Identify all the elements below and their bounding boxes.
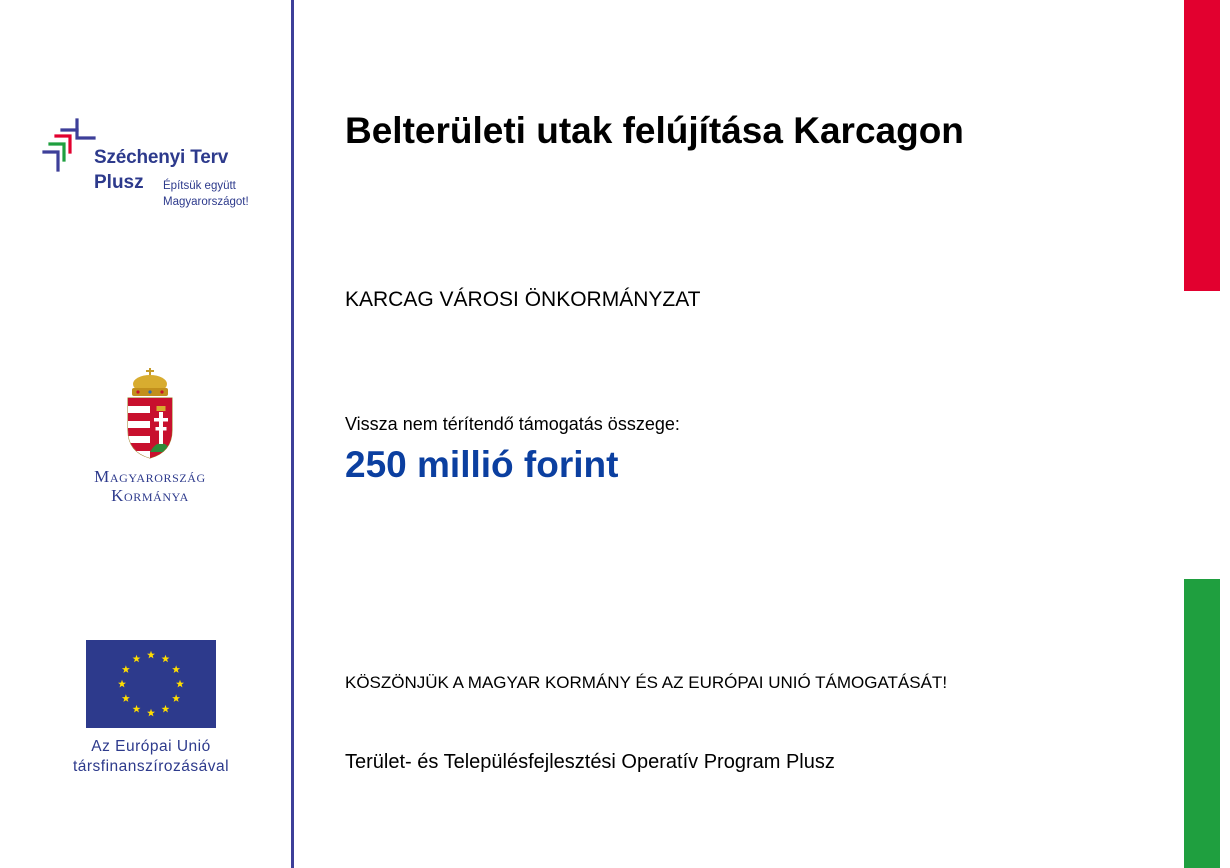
program-name: Terület- és Településfejlesztési Operatív Program Plusz: [345, 751, 835, 773]
szechenyi-title: Széchenyi Terv: [94, 147, 229, 168]
thanks-text: KÖSZÖNJÜK A MAGYAR KORMÁNY ÉS AZ EURÓPAI UNIÓ TÁMOGATÁSÁT!: [345, 673, 948, 692]
flag-stripe-green: [1184, 579, 1220, 868]
government-line-2: Kormánya: [111, 486, 189, 505]
szechenyi-tagline-line-2: Magyarországot!: [163, 196, 249, 208]
project-title: Belterületi utak felújítása Karcagon: [345, 110, 964, 151]
support-amount-label: Vissza nem térítendő támogatás összege:: [345, 414, 680, 434]
szechenyi-tagline-line-1: Építsük együtt: [163, 180, 236, 192]
flag-stripe-red: [1184, 0, 1220, 291]
eu-cofinancing-text: [40, 737, 262, 777]
vertical-divider: [291, 0, 294, 868]
szechenyi-tagline: [163, 178, 249, 210]
szechenyi-plusz: Plusz: [94, 172, 144, 193]
coat-of-arms-icon: [126, 368, 174, 460]
eu-flag-icon: [86, 640, 216, 728]
eu-line-2: társfinanszírozásával: [72, 758, 230, 775]
government-line-1: Magyarország: [94, 467, 206, 486]
szechenyi-plus-mark-icon: [42, 118, 96, 174]
eu-line-1: Az Európai Unió: [91, 738, 211, 755]
beneficiary-name: KARCAG VÁROSI ÖNKORMÁNYZAT: [345, 288, 701, 311]
government-logo-text: [60, 467, 240, 505]
szechenyi-terv-logo: [42, 118, 272, 213]
flag-stripe-white: [1184, 291, 1220, 579]
support-amount: 250 millió forint: [345, 444, 619, 485]
